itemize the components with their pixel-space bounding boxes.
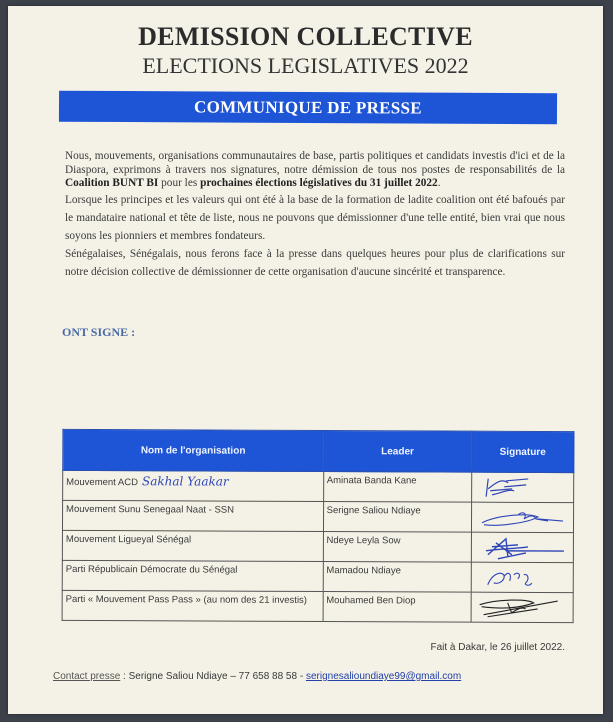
- leader-cell: Aminata Banda Kane: [323, 472, 471, 503]
- document-subtitle: ELECTIONS LEGISLATIVES 2022: [142, 53, 469, 78]
- banner-label: COMMUNIQUE DE PRESSE: [193, 96, 423, 118]
- leader-cell: Serigne Saliou Ndiaye: [323, 502, 471, 533]
- leader-cell: Ndeye Leyla Sow: [323, 532, 471, 563]
- contact-text: : Serigne Saliou Ndiaye – 77 658 88 58 -: [120, 671, 306, 682]
- organisation-cell: Mouvement Sunu Senegaal Naat - SSN: [62, 500, 323, 531]
- organisation-cell: Parti « Mouvement Pass Pass » (au nom des 21 investis): [62, 590, 323, 621]
- signature-cell: [471, 502, 573, 532]
- contact-label: Contact presse: [53, 671, 121, 682]
- signature-icon: [478, 475, 558, 501]
- signatories-table: [62, 429, 575, 623]
- organisation-name: Mouvement ACD: [66, 476, 139, 489]
- signature-cell: [471, 562, 573, 592]
- signature-icon: [478, 505, 568, 531]
- date-line: Fait à Dakar, le 26 juillet 2022.: [430, 642, 565, 653]
- column-header-organisation: Nom de l'organisation: [63, 429, 324, 471]
- paragraph-2: Lorsque les principes et les valeurs qui ont été à la base de la formation de ladite coalition ont été bafoués par le mandataire national et tête de liste, nous ne pouvons que démissionner d'une telle entité, bien vrai que nous soyons les pionniers et membres fondateurs.: [65, 193, 565, 242]
- p1-text-c: .: [437, 177, 441, 189]
- signature-icon: [478, 565, 558, 591]
- paragraph-3: Sénégalaises, Sénégalais, nous ferons face à la presse dans quelques heures pour plus de clarifications sur notre décision collective de démissionner de cette organisation d'aucune sincérité et transparence.: [65, 247, 565, 278]
- table-row: [62, 530, 573, 562]
- contact-email-link[interactable]: serignesalioundiaye99@gmail.com: [305, 671, 462, 682]
- signature-icon: [478, 535, 568, 563]
- document-page: [8, 6, 603, 714]
- table-header-row: [63, 429, 574, 472]
- organisation-cell: Parti Républicain Démocrate du Sénégal: [62, 560, 323, 591]
- table-row: [62, 500, 573, 532]
- signature-cell: [471, 532, 573, 562]
- signature-cell: [471, 472, 573, 502]
- elections-date: prochaines élections législatives du 31 juillet 2022: [200, 177, 438, 189]
- body-text: [65, 150, 565, 281]
- organisation-cell: [63, 470, 324, 501]
- document-title: DEMISSION COLLECTIVE: [138, 22, 473, 51]
- column-header-signature: Signature: [472, 431, 574, 472]
- table-row: [63, 470, 574, 502]
- column-header-leader: Leader: [323, 431, 471, 473]
- organisation-cell: Mouvement Ligueyal Sénégal: [62, 530, 323, 561]
- coalition-name: Coalition BUNT BI: [65, 177, 159, 189]
- press-contact: [53, 671, 461, 682]
- signature-cell: [471, 592, 573, 622]
- leader-cell: Mamadou Ndiaye: [323, 562, 471, 593]
- table-row: [62, 590, 573, 622]
- table-row: [62, 560, 573, 592]
- p1-text: Nous, mouvements, organisations communautaires de base, partis politiques et candidats investis d'ici et de la Diaspora, exprimons à travers nos signatures, notre démission de tous nos postes de responsabilités de la: [65, 150, 565, 176]
- signed-label: ONT SIGNE :: [62, 325, 136, 339]
- leader-cell: Mouhamed Ben Diop: [323, 592, 471, 623]
- signature-icon: [477, 595, 567, 621]
- p1-text-b: pour les: [158, 177, 201, 189]
- press-release-banner: [59, 91, 557, 125]
- handwritten-note: Sakhal Yaakar: [141, 474, 229, 489]
- paragraph-1: [65, 150, 565, 191]
